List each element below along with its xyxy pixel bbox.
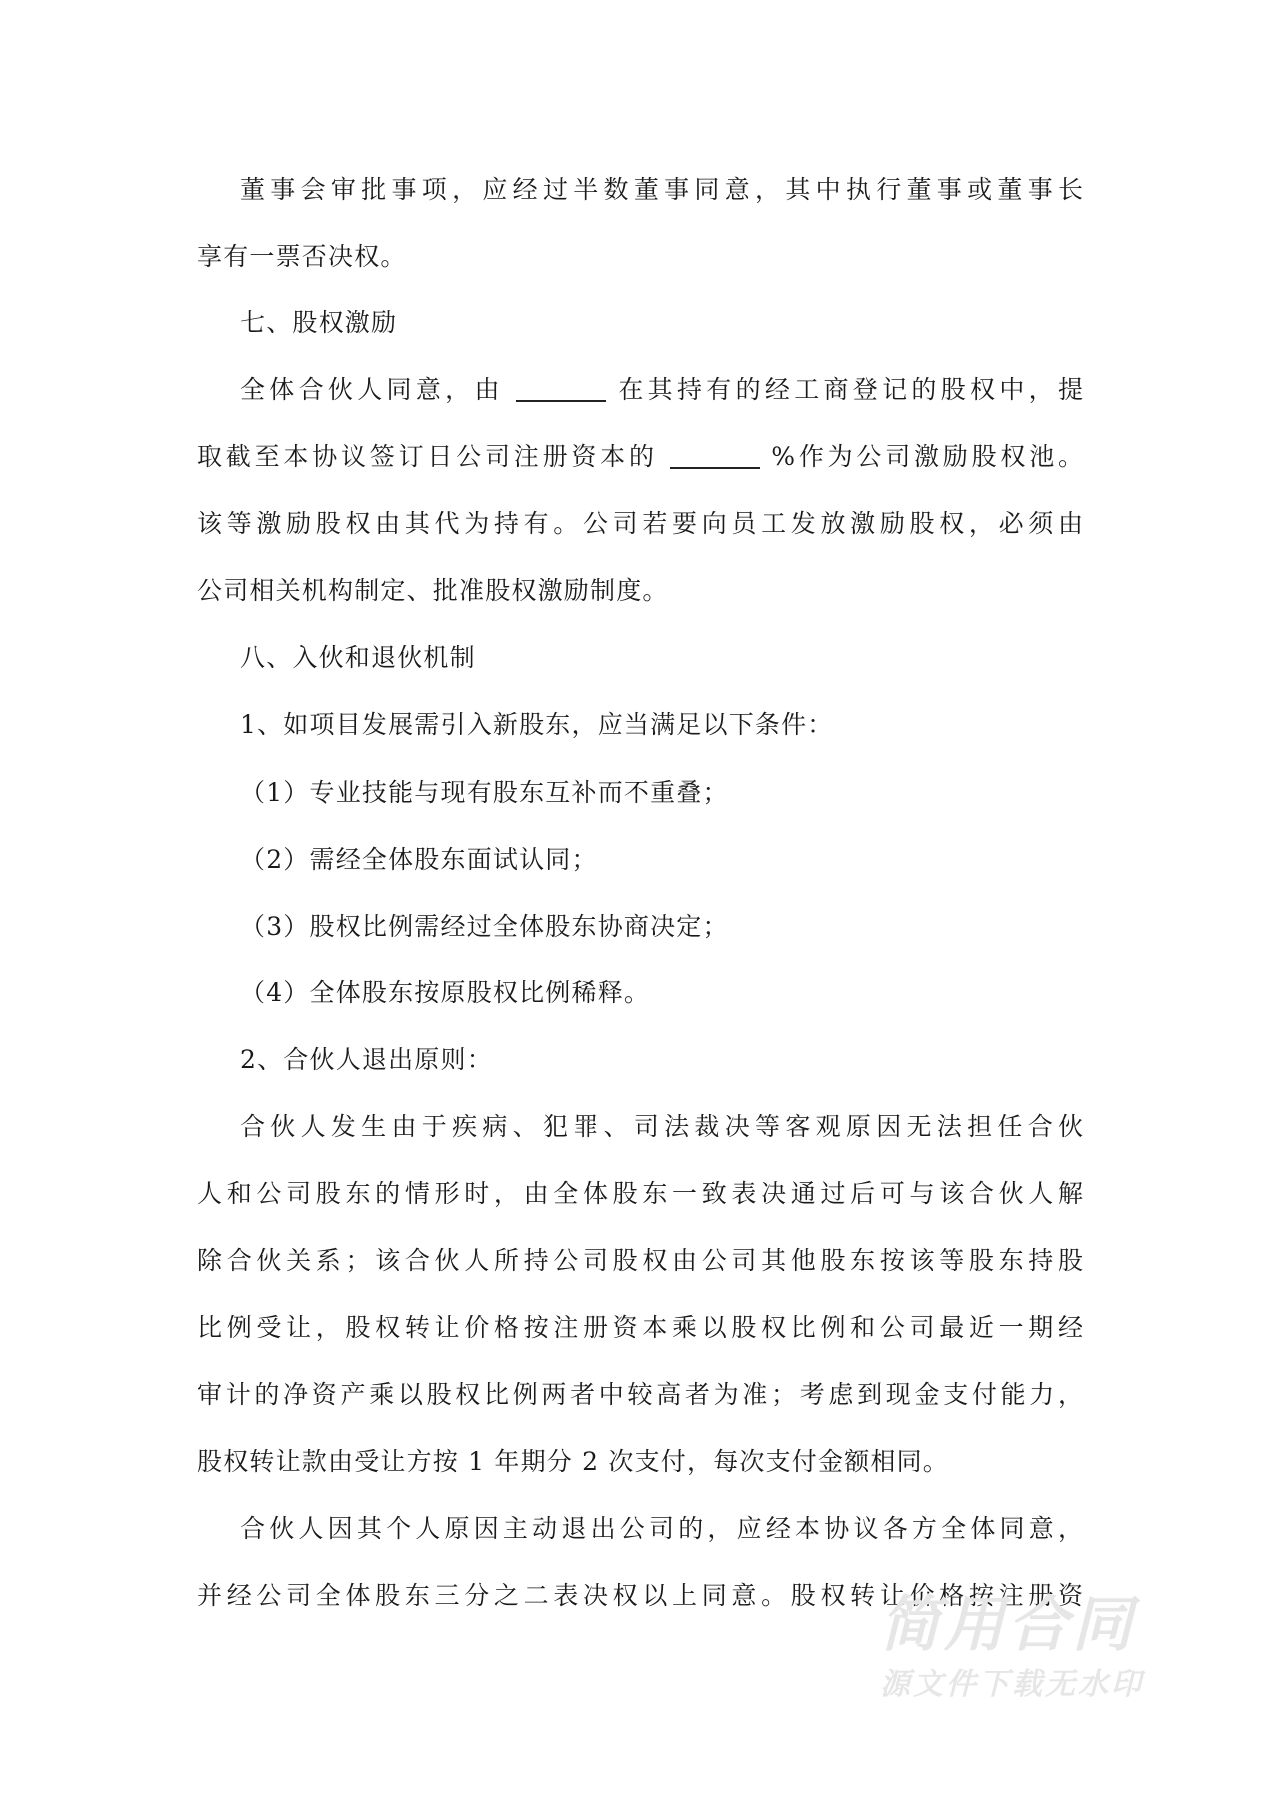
condition-item-4: （4）全体股东按原股权比例稀释。 — [240, 978, 651, 1007]
subsection-partner-exit-principles: 2、合伙人退出原则： — [240, 1045, 493, 1074]
paragraph-incentive-line-2 — [197, 437, 1083, 477]
fill-in-blank-percentage[interactable] — [670, 441, 760, 469]
paragraph-voluntary-exit-line-1: 合伙人因其个人原因主动退出公司的，应经本协议各方全体同意， — [240, 1514, 1083, 1543]
section-heading-equity-incentive: 七、股权激励 — [240, 308, 398, 337]
paragraph-exit-objective-line-6: 股权转让款由受让方按 1 年期分 2 次支付，每次支付金额相同。 — [197, 1447, 950, 1476]
section-heading-join-exit: 八、入伙和退伙机制 — [240, 643, 476, 672]
condition-item-1: （1）专业技能与现有股东互补而不重叠； — [240, 778, 729, 807]
paragraph-exit-objective-line-1: 合伙人发生由于疾病、犯罪、司法裁决等客观原因无法担任合伙 — [240, 1112, 1083, 1141]
paragraph-incentive-line-4: 公司相关机构制定、批准股权激励制度。 — [197, 576, 669, 605]
paragraph-exit-objective-line-2: 人和公司股东的情形时，由全体股东一致表决通过后可与该合伙人解 — [197, 1179, 1083, 1208]
fill-in-blank-holder[interactable] — [516, 374, 606, 402]
paragraph-incentive-line-3: 该等激励股权由其代为持有。公司若要向员工发放激励股权，必须由 — [197, 509, 1083, 538]
paragraph-voluntary-exit-line-2: 并经公司全体股东三分之二表决权以上同意。股权转让价格按注册资 — [197, 1581, 1083, 1610]
paragraph-incentive-line-1 — [240, 370, 1083, 410]
paragraph-exit-objective-line-4: 比例受让，股权转让价格按注册资本乘以股权比例和公司最近一期经 — [197, 1313, 1083, 1342]
incentive-text-after-blank-2: %作为公司激励股权池。 — [771, 442, 1083, 471]
incentive-text-before-blank-2: 取截至本协议签订日公司注册资本的 — [197, 442, 658, 471]
incentive-text-before-blank-1: 全体合伙人同意，由 — [240, 375, 504, 404]
watermark-brand-text: 简用合同 — [880, 1590, 1136, 1660]
paragraph-board-approval-line-2: 享有一票否决权。 — [197, 242, 407, 271]
paragraph-exit-objective-line-5: 审计的净资产乘以股权比例两者中较高者为准；考虑到现金支付能力， — [197, 1380, 1083, 1409]
subsection-new-shareholder-conditions: 1、如项目发展需引入新股东，应当满足以下条件： — [240, 710, 834, 739]
watermark-slogan-text: 源文件下载无水印 — [880, 1667, 1144, 1702]
paragraph-board-approval-line-1: 董事会审批事项，应经过半数董事同意，其中执行董事或董事长 — [240, 175, 1083, 204]
condition-item-2: （2）需经全体股东面试认同； — [240, 845, 598, 874]
paragraph-exit-objective-line-3: 除合伙关系；该合伙人所持公司股权由公司其他股东按该等股东持股 — [197, 1246, 1083, 1275]
condition-item-3: （3）股权比例需经过全体股东协商决定； — [240, 912, 729, 941]
incentive-text-after-blank-1: 在其持有的经工商登记的股权中，提 — [618, 375, 1083, 404]
